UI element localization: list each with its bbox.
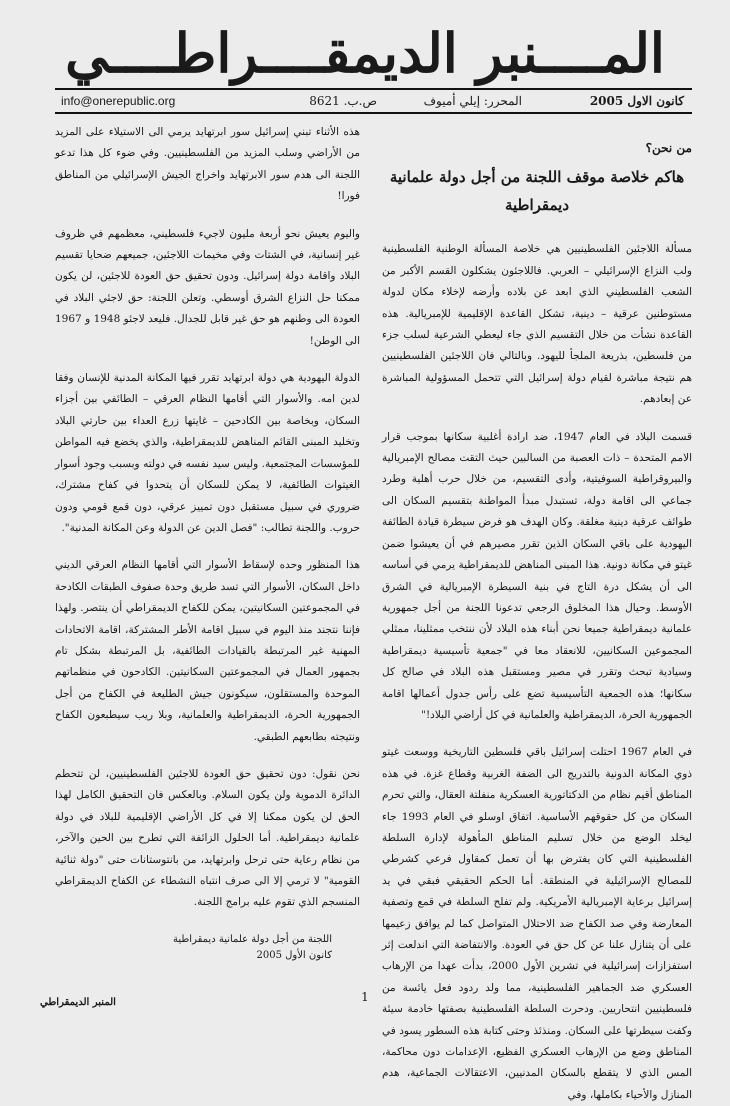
info-bar — [55, 88, 692, 114]
article-paragraph: هذه الأثناء تبني إسرائيل سور ابرتهايد يرمي الى الاستيلاء على المزيد من الأراضي وسلب المزيد من الفلسطينيين. وفي ضوء كل هذا تدعو اللجنة الى هدم سور الابرتهايد واخراج الجيش الإسرائيلي من المناطق فورا! — [55, 126, 360, 203]
article-paragraph: قسمت البلاد في العام 1947، ضد ارادة أغلبية سكانها بموجب قرار الامم المتحدة – ذات العصبة من السالبين حيث التقت مصالح الإمبريالية والبيروقراطية السوفيتية، وأدى التقسيم، من خلال حرب أهلية وطرد جماعي الى اقامة دولة، تستبدل مبدأ المواطنة بتقسيم السكان الى طوائف عرقية دينية مغلقة. وكان الهدف هو فرض سيطرة قيادة الطائفة اليهودية على باقي السكان الذين تقرر مصيرهم في أن يعيشوا ضمن غيتو في مكانة دونية. هذا المبنى المناهض للديمقراطية يرمي في أساسه الى أن يشكل درة التاج في بنية السيطرة الإمبريالية في الشرق الأوسط. وحيال هذا المخلوق الرجعي تدعونا اللجنة من أجل جمهورية علمانية ديمقراطية جميعا نحن أبناء هذه البلاد لأن ننتخب ممثلينا، ممثلي المجموعين السكانيين، للانعقاد معا في "جمعية تأسيسية ديمقراطية وسيادية تبحث وتقرر في مصير ومستقبل هذه البلاد في صالح كل سكانها؛ هذه الجمعية التأسيسية تضع على رأس جدول أعمالها اقامة الجمهورية الحرة، الديمقراطية والعلمانية في كل أراضي البلاد!" — [382, 430, 692, 721]
signature-block — [55, 932, 360, 964]
article-paragraph: نحن نقول: دون تحقيق حق العودة للاجئين الفلسطينيين، لن تتحطم الدائرة الدموية ولن يكون السلام. وبالعكس فان التحقيق الكامل لهذا الحق لن يكون ممكنا إلا في كل الأراضي الإقليمية للبلاد في دولة علمانية ديمقراطية. أما الحلول الزائفة التي تطرح بين الحين والآخر، من نظام رعاية حتى ترحل وابرتهايد، من بانتوستانات حتى "دولة ثنائية القومية" لا ترمي إلا الى صرف انتباه النشطاء عن الكفاح الديمقراطي المنسجم الذي تقوم عليه برامج اللجنة. — [55, 767, 360, 909]
who-are-we-heading: من نحن؟ — [645, 141, 692, 155]
masthead-title: المــــنبر الديمقــــراطــــي — [65, 21, 665, 85]
article-paragraph: هذا المنظور وحده لإسقاط الأسوار التي أقامها النظام العرقي الديني داخل السكان، الأسوار التي تسد طريق وحدة صفوف الطبقات الكادحة في المجموعتين السكانيتين، يمكن للكفاح الديمقراطي أن ينتصر. ولهذا فإننا نتجند منذ اليوم في سبيل اقامة الأطر المشتركة، اقامة الاتحادات المهنية غير المرتبطة بالقيادات الطائفية، بل المرتبطة بشكل تام بجمهور العمال في المجموعتين السكانيتين. الكادحون في منظماتهم الموحدة والمستقلون، سيكونون جيش الطليعة في الكفاح من أجل الجمهورية الحرة، الديمقراطية والعلمانية، وبلا ريب سيطبعون الكفاح ونتيجته بطابعهم الطبقي. — [55, 559, 360, 743]
article-paragraph: الدولة اليهودية هي دولة ابرتهايد تقرر فيها المكانة المدنية للإنسان وفقا لدين امه. والأسوار التي أقامها النظام العرقي – الطائفي بين أجزاء السكان، وبخاصة بين الكادحين – غايتها زرع العداء بين حارتي البلاد وتخليد المبنى القائم المناهض للديمقراطية، والذي يخضع فيه المواطن للمؤسسات المجتمعية. وليس سيد نفسه في دولته وبسبب وجود أسوار الغيتوات الطائفية، لا يمكن للسكان أن يتحدوا في كفاح مشترك، ضروري في سبيل مستقبل دون تمييز عرقي، دون قمع قومي ودون حروب. واللجنة تطالب: "فصل الدين عن الدولة وعن المكانة المدنية". — [55, 372, 360, 534]
left-column — [55, 122, 360, 964]
po-box: ص.ب. 8621 — [309, 94, 377, 108]
footer-brand: المنبر الديمقراطي — [40, 997, 116, 1008]
signature-date: كانون الأول 2005 — [256, 949, 332, 961]
article-paragraph: واليوم يعيش نحو أربعة مليون لاجيء فلسطيني، معظمهم في ظروف غير إنسانية، في الشتات وفي مخيمات اللاجئين، جميعهم ضحايا تقسيم البلاد واقامة دولة إسرائيل. ودون تحقيق حق العودة للاجئين، لن يكون ممكنا حل النزاع الشرق أوسطي. وتعلن اللجنة: حق لاجئي البلاد في العودة الى وطنهم هو حق غير قابل للجدال. فليعد لاجئو 1948 و 1967 الى الوطن! — [55, 227, 361, 347]
signature-org: اللجنة من أجل دولة علمانية ديمقراطية — [172, 933, 332, 945]
issue-date: كانون الاول 2005 — [589, 94, 684, 108]
page-number: 1 — [361, 990, 369, 1004]
contact-email: info@onerepublic.org — [61, 94, 176, 108]
right-column — [382, 122, 693, 1101]
article-headline: هاكم خلاصة موقف اللجنة من أجل دولة علمانية ديمقراطية — [389, 168, 685, 215]
article-paragraph: في العام 1967 احتلت إسرائيل باقي فلسطين التاريخية ووسعت غيتو ذوي المكانة الدونية بالتدريج الى الضفة الغربية وقطاع غزة. في هذه المناطق أقيم نظام من الدكتاتورية العسكرية منفلتة العقال، والتي تحرم السكان من كل حقوقهم الأساسية. اتفاق اوسلو في العام 1993 جاء ليخلد الوضع من خلال تسليم المناطق المأهولة لإدارة السلطة الفلسطينية التي كان يفترض بها أن تعمل كمقاول فرعي كشرطي للمصالح الإسرائيلية في المنطقة. أما الحكم الحقيقي فبقي في يد إسرائيل برعاية الإمبريالية الأمريكية. ولم تفلح السلطة في قمع وتصفية المعارضة وفي صد الكفاح ضد الاحتلال المتواصل كما لم يوافق زعيمها على أن يتنازل علنا عن كل حق في العودة. والانتفاضة التي اندلعت إثر استفزازات إسرائيلية في تشرين الأول 2000، بدأت عهدا من الإرهاب العسكري ضد الجماهير الفلسطينية، مما ولد ردود فعل يائسة من فلسطينيين انتحاريين. ودحرت السلطة الفلسطينية بصفتها خادمة سيئة وكفت سيطرتها على السكان. ومنذئذ وحتى كتابة هذه السطور يسود في المناطق وضع من الإرهاب العسكري الفظيع، الإعدامات دون محاكمة، المس الذي لا يتقطع بالسكان المدنيين، الاعتقالات الجماعية، هدم المنازل والأحياء بكاملها، وفي — [382, 746, 693, 1101]
article-paragraph: مسألة اللاجئين الفلسطينيين هي خلاصة المسألة الوطنية الفلسطينية ولب النزاع الإسرائيلي – العربي. فاللاجئون يشكلون القسم الأكبر من الشعب الفلسطيني الذي ابعد عن بلاده وأرضه لإخلاء مكان لدولة مستوطنين عرقية – دينية، تشكل القاعدة الإقليمية للإمبريالية. هذه القاعدة نشأت من خلال التقسيم الذي جاء ليعطي الشرعية لسلب جزء من فلسطين، بذريعة الملجأ لليهود. وبالتالي فان اللاجئين الفلسطينيين هم نتيجة مباشرة لقيام دولة إسرائيل التي تتحمل المسؤولية المباشرة عن إبعادهم. — [382, 243, 692, 406]
editor-name: المحرر: إيلي أميوف — [423, 94, 522, 108]
